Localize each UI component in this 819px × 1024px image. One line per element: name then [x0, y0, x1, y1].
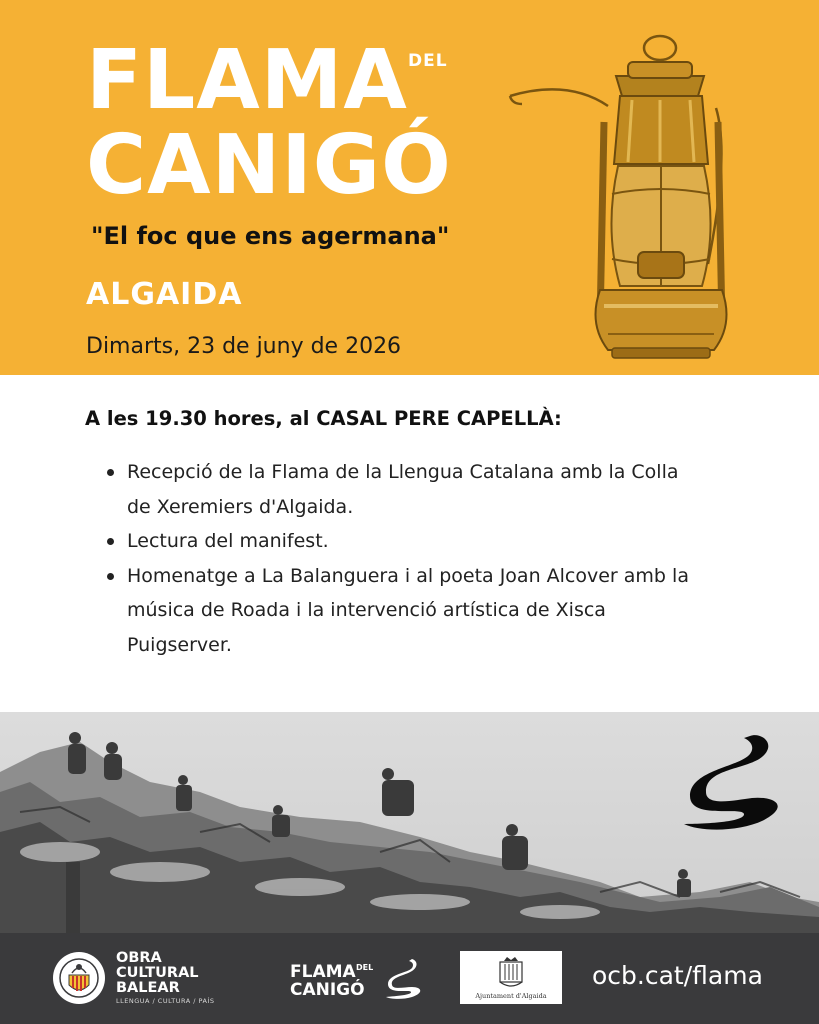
- event-place: ALGAIDA: [86, 277, 243, 312]
- footer-del: DEL: [356, 963, 374, 972]
- bullet-icon: [107, 538, 114, 545]
- bullet-icon: [107, 573, 114, 580]
- title-flama: FLAMA: [86, 33, 408, 128]
- algaida-crest-logo: [496, 956, 526, 990]
- ajuntament-logo: [460, 951, 562, 1004]
- title-canigo: CANIGÓ: [86, 118, 452, 213]
- ocb-seal-logo: [52, 951, 106, 1005]
- list-item: [105, 524, 705, 559]
- title-del: DEL: [408, 51, 448, 71]
- flame-swirl-small-icon: [384, 957, 424, 1001]
- lantern-image: [508, 34, 734, 360]
- ocb-tagline: LLENGUA / CULTURA / PAÍS: [116, 997, 215, 1005]
- header-band: [0, 0, 819, 375]
- list-item-text: Recepció de la Flama de la Llengua Catalana amb la Colla de Xeremiers d'Algaida.: [127, 461, 679, 518]
- list-item-text: Homenatge a La Balanguera i al poeta Joan Alcover amb la música de Roada i la intervenció artística de Xisca Puigserver.: [127, 564, 689, 656]
- program-list: [105, 455, 705, 662]
- bullet-icon: [107, 469, 114, 476]
- program-heading: A les 19.30 hores, al CASAL PERE CAPELLÀ:: [85, 407, 562, 430]
- list-item: [105, 559, 705, 663]
- ocb-name: [116, 951, 208, 996]
- mountain-photo: [0, 712, 819, 933]
- ocb-name-text: OBRA CULTURAL BALEAR: [116, 950, 199, 996]
- list-item-text: Lectura del manifest.: [127, 530, 329, 552]
- hikers-photo: [0, 712, 819, 933]
- ajuntament-name: Ajuntament d'Algaida: [475, 992, 547, 1000]
- program-section: [0, 375, 819, 712]
- event-date: Dimarts, 23 de juny de 2026: [86, 334, 402, 359]
- list-item: [105, 455, 705, 524]
- footer: [0, 933, 819, 1024]
- footer-canigo: CANIGÓ: [290, 980, 365, 1000]
- motto: "El foc que ens agermana": [91, 222, 450, 250]
- website-link[interactable]: ocb.cat/flama: [592, 961, 763, 990]
- footer-flama: FLAMA: [290, 962, 356, 982]
